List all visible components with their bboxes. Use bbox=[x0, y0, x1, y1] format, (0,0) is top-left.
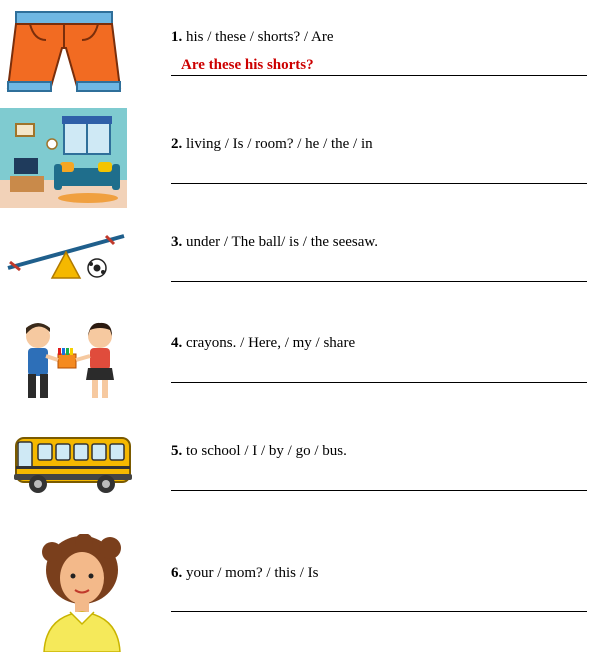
exercise-6 bbox=[0, 534, 607, 652]
exercise-5-answer-line bbox=[171, 490, 587, 491]
exercise-5 bbox=[0, 430, 607, 500]
exercise-3-prompt: 3. under / The ball/ is / the seesaw. bbox=[171, 234, 379, 250]
shorts-icon bbox=[0, 0, 130, 100]
exercise-1-answer: Are these his shorts? bbox=[181, 57, 314, 73]
school-bus-icon bbox=[0, 430, 135, 500]
exercise-4-prompt: 4. crayons. / Here, / my / share bbox=[171, 335, 356, 351]
mom-portrait-icon bbox=[30, 534, 150, 652]
exercise-1-answer-line bbox=[171, 75, 587, 76]
exercise-2 bbox=[0, 108, 607, 208]
seesaw-ball-icon bbox=[0, 222, 130, 292]
exercise-3 bbox=[0, 222, 607, 292]
living-room-icon bbox=[0, 108, 127, 208]
exercise-4 bbox=[0, 318, 607, 408]
exercise-6-answer-line bbox=[171, 611, 587, 612]
exercise-3-answer-line bbox=[171, 281, 587, 282]
exercise-2-answer-line bbox=[171, 183, 587, 184]
children-crayons-icon bbox=[0, 318, 130, 408]
exercise-1 bbox=[0, 0, 607, 100]
exercise-4-answer-line bbox=[171, 382, 587, 383]
exercise-6-prompt: 6. your / mom? / this / Is bbox=[171, 565, 319, 581]
exercise-1-prompt: 1. his / these / shorts? / Are bbox=[171, 29, 334, 45]
exercise-2-prompt: 2. living / Is / room? / he / the / in bbox=[171, 136, 373, 152]
exercise-5-prompt: 5. to school / I / by / go / bus. bbox=[171, 443, 347, 459]
